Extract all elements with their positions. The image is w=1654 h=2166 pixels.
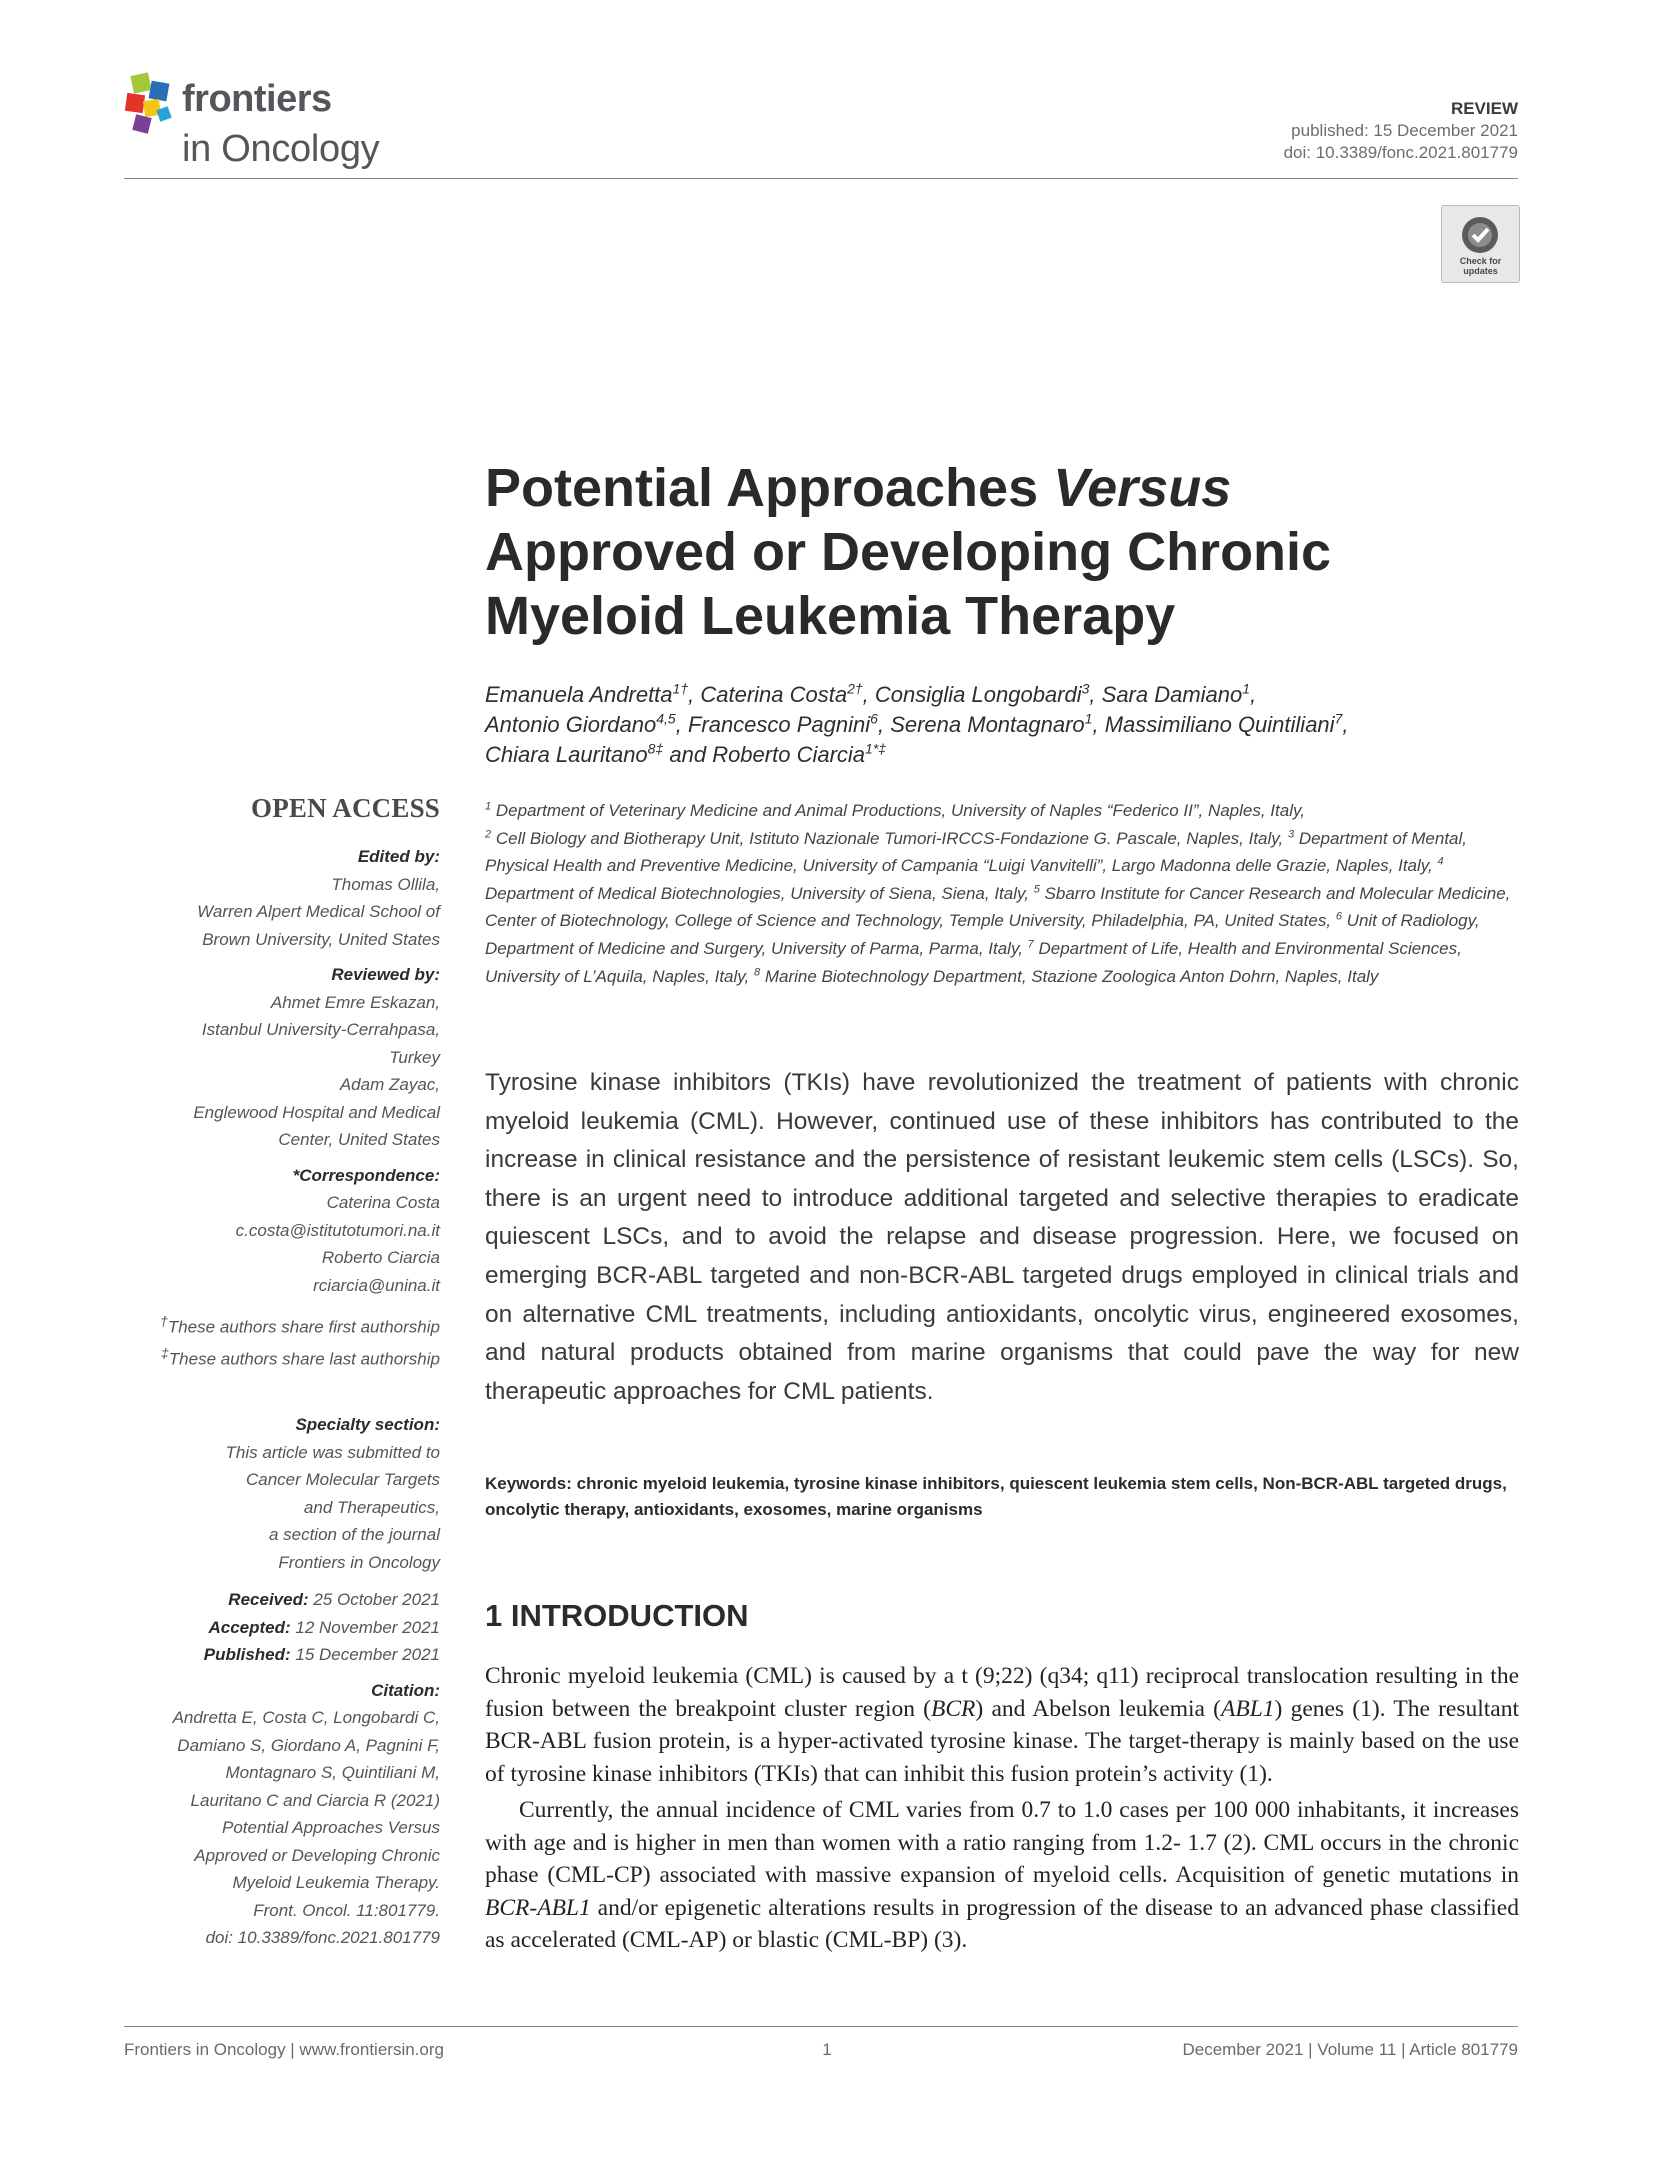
author[interactable]: Caterina Costa$^{2\dagger}$	[700, 680, 863, 707]
specialty-line: a section of the journal	[268, 1525, 440, 1545]
author[interactable]: Massimiliano Quintiliani$^7$	[1104, 710, 1343, 737]
reviewer-line: Englewood Hospital and Medical	[193, 1102, 440, 1122]
accepted-date: Accepted: 12 November 2021	[208, 1617, 440, 1637]
author[interactable]: Sara Damiano$^1$	[1101, 680, 1251, 707]
affiliations: $^1$ Department of Veterinary Medicine and Animal Productions, University of Naples “Federico II”, Naples, Italy, $^2$ Cell Biology and Biotherapy Unit, Istituto Nazionale Tumori-IRCCS-Fondazione G. Pascale, Naples, Italy, $^3$ Department of Mental, Physical Health and Preventive Medicine, University of Campania “Luigi Vanvitelli”, Largo Madonna delle Grazie, Naples, Italy, $^4$ Department of Medical Biotechnologies, University of Siena, Siena, Italy, $^5$ Sbarro Institute for Cancer Research and Molecular Medicine, Center of Biotechnology, College of Science and Technology, Temple University, Philadelphia, PA, United States, $^6$ Unit of Radiology, Department of Medicine and Surgery, University of Parma, Parma, Italy, $^7$ Department of Life, Health and Environmental Sciences, University of L’Aquila, Naples, Italy, $^8$ Marine Biotechnology Department, Stazione Zoologica Anton Dohrn, Naples, Italy	[485, 800, 1511, 986]
citation-doi[interactable]: doi: 10.3389/fonc.2021.801779	[205, 1928, 440, 1948]
citation-line: Montagnaro S, Quintiliani M,	[225, 1763, 440, 1783]
citation-line: Lauritano C and Ciarcia R (2021)	[190, 1790, 440, 1810]
author-list: Emanuela Andretta$^{1\dagger}$, Caterina Costa$^{2\dagger}$, Consiglia Longobardi$^3$, Sara Damiano$^1$, Antonio Giordano$^{4,5}$, Francesco Pagnini$^6$, Serena Montagnaro$^1$, Massimiliano Quintiliani$^7$, Chiara Lauritano$^{8\ddagger}$ and Roberto Ciarcia$^{1*\ddagger}$	[485, 680, 1349, 767]
citation-line: Front. Oncol. 11:801779.	[253, 1900, 440, 1920]
page-number: 1	[822, 2040, 832, 2059]
keywords: Keywords: chronic myeloid leukemia, tyrosine kinase inhibitors, quiescent leukemia stem cells, Non-BCR-ABL targeted drugs, oncolytic therapy, antioxidants, exosomes, marine organisms	[485, 1474, 1507, 1519]
correspondent-name: Caterina Costa	[326, 1193, 440, 1212]
citation-line: Approved or Developing Chronic	[194, 1845, 440, 1865]
footer-journal-link[interactable]: Frontiers in Oncology | www.frontiersin.org	[124, 2040, 444, 2059]
published-date-sidebar: Published: 15 December 2021	[203, 1645, 440, 1665]
author[interactable]: Consiglia Longobardi$^3$	[874, 680, 1090, 707]
footer-divider	[124, 2026, 1518, 2027]
check-updates-label: Check for updates	[1459, 256, 1502, 276]
received-date: Received: 25 October 2021	[228, 1590, 440, 1610]
specialty-line: Cancer Molecular Targets	[245, 1470, 440, 1490]
published-date: published: 15 December 2021	[1291, 121, 1518, 140]
editor-line: Warren Alpert Medical School of	[197, 902, 440, 921]
reviewer-line: Turkey	[389, 1047, 440, 1067]
reviewer-line: Ahmet Emre Eskazan,	[270, 992, 440, 1012]
reviewer-line: Adam Zayac,	[339, 1075, 440, 1094]
correspondent-email[interactable]: rciarcia@unina.it	[313, 1275, 440, 1295]
check-updates-icon	[1459, 214, 1501, 256]
reviewer-line: Center, United States	[278, 1130, 440, 1149]
article-title: Potential Approaches Versus Approved or Developing Chronic Myeloid Leukemia Therapy	[485, 458, 1332, 646]
citation-line: Damiano S, Giordano A, Pagnini F,	[177, 1735, 440, 1755]
article-type: REVIEW	[1450, 99, 1518, 118]
author[interactable]: Chiara Lauritano$^{8\ddagger}$	[485, 740, 664, 767]
reviewer-line: Istanbul University-Cerrahpasa,	[201, 1020, 440, 1039]
specialty-line: This article was submitted to	[225, 1442, 440, 1462]
specialty-section-label: Specialty section:	[295, 1415, 440, 1435]
reviewed-by-label: Reviewed by:	[331, 965, 440, 984]
citation-line: Andretta E, Costa C, Longobardi C,	[172, 1708, 440, 1728]
journal-brand: frontiers	[182, 78, 332, 120]
section-heading-introduction: 1 INTRODUCTION	[485, 1598, 749, 1633]
introduction-body	[485, 1660, 1519, 1957]
correspondence-label: *Correspondence:	[292, 1165, 440, 1185]
journal-logo[interactable]	[124, 68, 424, 178]
header-divider	[124, 178, 1518, 179]
frontiers-logo-icon	[124, 72, 182, 140]
citation-line: Myeloid Leukemia Therapy.	[232, 1873, 440, 1893]
correspondent-name: Roberto Ciarcia	[321, 1248, 440, 1267]
article-doi[interactable]: doi: 10.3389/fonc.2021.801779	[1283, 143, 1518, 162]
citation-line: Potential Approaches Versus	[222, 1818, 440, 1838]
author[interactable]: Roberto Ciarcia$^{1*\ddagger}$	[712, 740, 887, 767]
abstract: Tyrosine kinase inhibitors (TKIs) have revolutionized the treatment of patients with chronic myeloid leukemia (CML). However, continued use of these inhibitors has contributed to the increase in clinical resistance and the persistence of resistant leukemic stem cells (LSCs). So, there is an urgent need to introduce additional targeted and selective therapies to eradicate quiescent LSCs, and to avoid the relapse and disease progression. Here, we focused on emerging BCR-ABL targeted and non-BCR-ABL targeted drugs employed in clinical trials and on alternative CML treatments, including antioxidants, oncolytic virus, engineered exosomes, and natural products obtained from marine organisms that could pave the way for new therapeutic approaches for CML patients.	[485, 1069, 1519, 1405]
open-access-label: OPEN ACCESS	[251, 793, 440, 823]
last-authorship-note: ‡These authors share last authorship	[160, 1346, 440, 1369]
article-info-sidebar	[124, 793, 440, 1952]
editor-line: Thomas Ollila,	[331, 874, 440, 894]
footer-issue-info: December 2021 | Volume 11 | Article 801779	[1182, 2040, 1518, 2059]
edited-by-label: Edited by:	[357, 847, 440, 866]
paragraph: Currently, the annual incidence of CML varies from 0.7 to 1.0 cases per 100 000 inhabitants, it increases with age and is higher in men than women with a ratio ranging from 1.2- 1.7 (2). CML occurs in the chronic phase (CML-CP) associated with massive expansion of myeloid cells. Acquisition of genetic mutations in BCR-ABL1 and/or epigenetic alterations results in progression of the disease to an advanced phase classified as accelerated (CML-AP) or blastic (CML-BP) (3).	[485, 1797, 1519, 1953]
editor-line: Brown University, United States	[202, 929, 440, 949]
author[interactable]: Serena Montagnaro$^1$	[890, 710, 1093, 737]
journal-name: in Oncology	[182, 128, 380, 170]
author[interactable]: Emanuela Andretta$^{1\dagger}$	[485, 680, 689, 707]
first-authorship-note: †These authors share first authorship	[159, 1314, 440, 1337]
author[interactable]: Francesco Pagnini$^6$	[687, 710, 878, 737]
specialty-line: Frontiers in Oncology	[278, 1552, 440, 1572]
specialty-line: and Therapeutics,	[303, 1497, 440, 1517]
citation-label: Citation:	[371, 1680, 440, 1700]
correspondent-email[interactable]: c.costa@istitutotumori.na.it	[235, 1220, 440, 1240]
author[interactable]: Antonio Giordano$^{4,5}$	[485, 710, 676, 737]
article-meta	[1284, 98, 1518, 164]
check-for-updates-badge[interactable]	[1441, 205, 1520, 283]
paragraph: Chronic myeloid leukemia (CML) is caused by a t (9;22) (q34; q11) reciprocal translocation resulting in the fusion between the breakpoint cluster region (BCR) and Abelson leukemia (ABL1) genes (1). The resultant BCR-ABL fusion protein, is a hyper-activated tyrosine kinase. The target-therapy is mainly based on the use of tyrosine kinase inhibitors (TKIs) that can inhibit this fusion protein’s activity (1).	[485, 1663, 1520, 1787]
